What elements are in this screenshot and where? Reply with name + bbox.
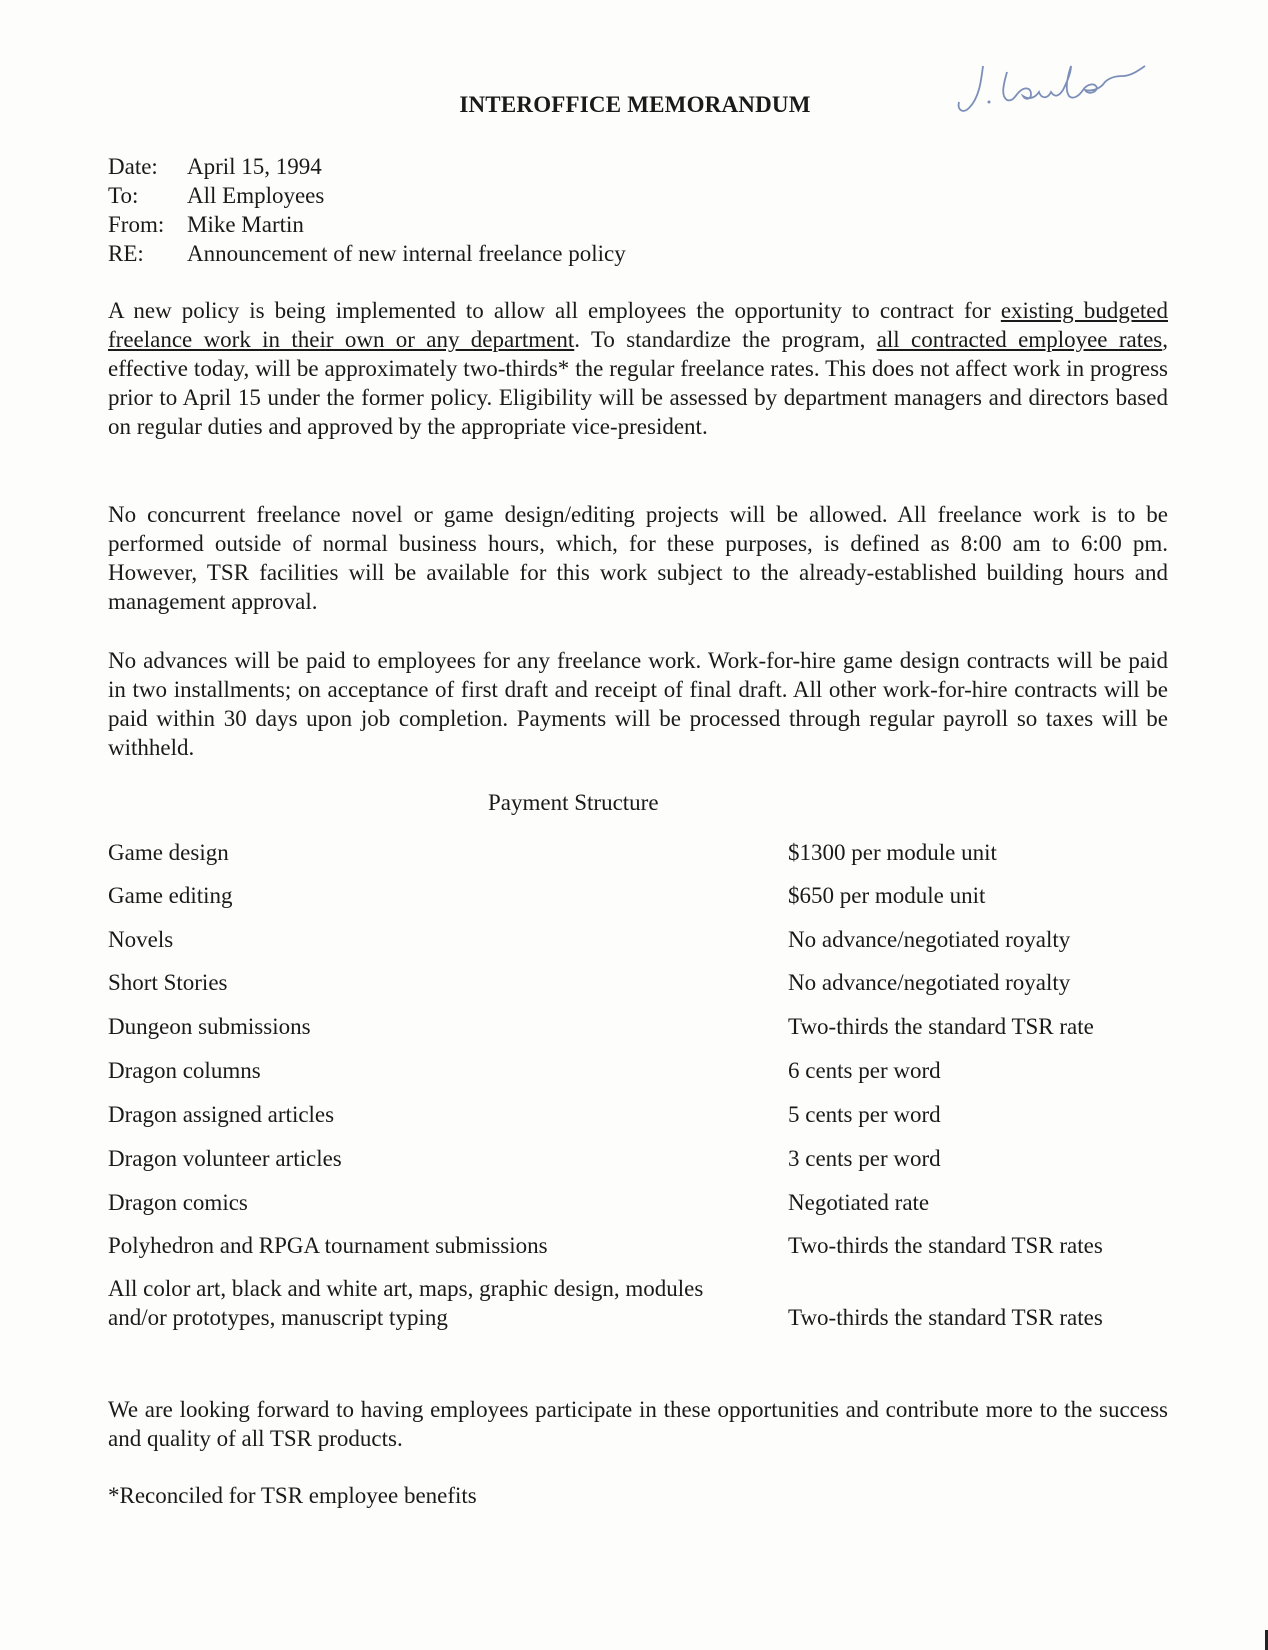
paragraph-text: A new policy is being implemented to allow all employees the opportunity to contract for: [108, 298, 1001, 323]
table-row: [108, 968, 1188, 998]
payment-rate: No advance/negotiated royalty: [788, 970, 1071, 995]
payment-rate: $1300 per module unit: [788, 840, 997, 865]
payment-rate: Negotiated rate: [788, 1190, 930, 1215]
payment-item: Dragon comics: [108, 1190, 248, 1215]
header-date: [108, 152, 626, 181]
table-row: [108, 1012, 1188, 1042]
payment-rate: $650 per module unit: [788, 883, 986, 908]
footnote: *Reconciled for TSR employee benefits: [108, 1483, 477, 1508]
header-re: [108, 239, 626, 268]
payment-item: Dragon volunteer articles: [108, 1146, 342, 1171]
payment-item: Dragon columns: [108, 1058, 261, 1083]
underlined-text: all contracted employee rates: [876, 327, 1163, 352]
payment-item: Novels: [108, 927, 174, 952]
payment-item: Short Stories: [108, 970, 228, 995]
table-row: [108, 1274, 1188, 1334]
payment-item: Dragon assigned articles: [108, 1102, 335, 1127]
table-row: [108, 1231, 1188, 1261]
memo-header: [108, 152, 626, 268]
payment-item: Game editing: [108, 883, 233, 908]
table-row: [108, 1100, 1188, 1130]
payment-rate: 5 cents per word: [788, 1102, 941, 1127]
paragraph-text: , effective today, will be approximately two-thirds* the regular freelance rates. This does not affect work in progress prior to April 15 under the former policy. Eligibility will be assessed by department managers and directors based on regular duties and approved by the appropriate vice-president.: [108, 327, 1168, 439]
table-row: [108, 925, 1188, 955]
table-row: [108, 838, 1188, 868]
header-label: To:: [108, 183, 139, 208]
payment-rate: 6 cents per word: [788, 1058, 941, 1083]
header-from: [108, 210, 626, 239]
paragraph-text: . To standardize the program,: [574, 327, 877, 352]
underlined-text: existing budgeted freelance work in their own or any department: [108, 298, 1169, 352]
header-label: Date:: [108, 154, 158, 179]
payment-rate: Two-thirds the standard TSR rates: [788, 1305, 1103, 1330]
payment-structure-title: Payment Structure: [488, 790, 659, 815]
header-to: [108, 181, 626, 210]
payment-item: Polyhedron and RPGA tournament submissions: [108, 1233, 548, 1258]
paragraph-payments: No advances will be paid to employees for any freelance work. Work-for-hire game design contracts will be paid in two installments; on acceptance of first draft and receipt of final draft. All other work-for-hire contracts will be paid within 30 days upon job completion. Payments will be processed through regular payroll so taxes will be withheld.: [108, 648, 1168, 760]
payment-item: All color art, black and white art, maps, graphic design, modules and/or prototypes, manuscript typing: [108, 1276, 704, 1330]
payment-rate: No advance/negotiated royalty: [788, 927, 1071, 952]
payment-item: Game design: [108, 840, 229, 865]
header-value: April 15, 1994: [187, 154, 322, 179]
header-value: All Employees: [187, 183, 325, 208]
payment-rate: Two-thirds the standard TSR rates: [788, 1233, 1103, 1258]
table-row: [108, 1188, 1188, 1218]
header-value: Mike Martin: [187, 212, 304, 237]
table-row: [108, 1144, 1188, 1174]
paragraph-hours: No concurrent freelance novel or game design/editing projects will be allowed. All freelance work is to be performed outside of normal business hours, which, for these purposes, is defined as 8:00 am to 6:00 pm. However, TSR facilities will be available for this work subject to the already-established building hours and management approval.: [108, 502, 1168, 614]
payment-rate: Two-thirds the standard TSR rate: [788, 1014, 1094, 1039]
memo-title: INTEROFFICE MEMORANDUM: [459, 92, 811, 117]
payment-rate: 3 cents per word: [788, 1146, 941, 1171]
table-row: [108, 1056, 1188, 1086]
header-label: From:: [108, 212, 165, 237]
header-label: RE:: [108, 241, 144, 266]
table-row: [108, 881, 1188, 911]
closing-paragraph: We are looking forward to having employees participate in these opportunities and contribute more to the success and quality of all TSR products.: [108, 1397, 1168, 1451]
paragraph-policy: [108, 296, 1168, 441]
header-value: Announcement of new internal freelance policy: [187, 241, 626, 266]
payment-item: Dungeon submissions: [108, 1014, 311, 1039]
